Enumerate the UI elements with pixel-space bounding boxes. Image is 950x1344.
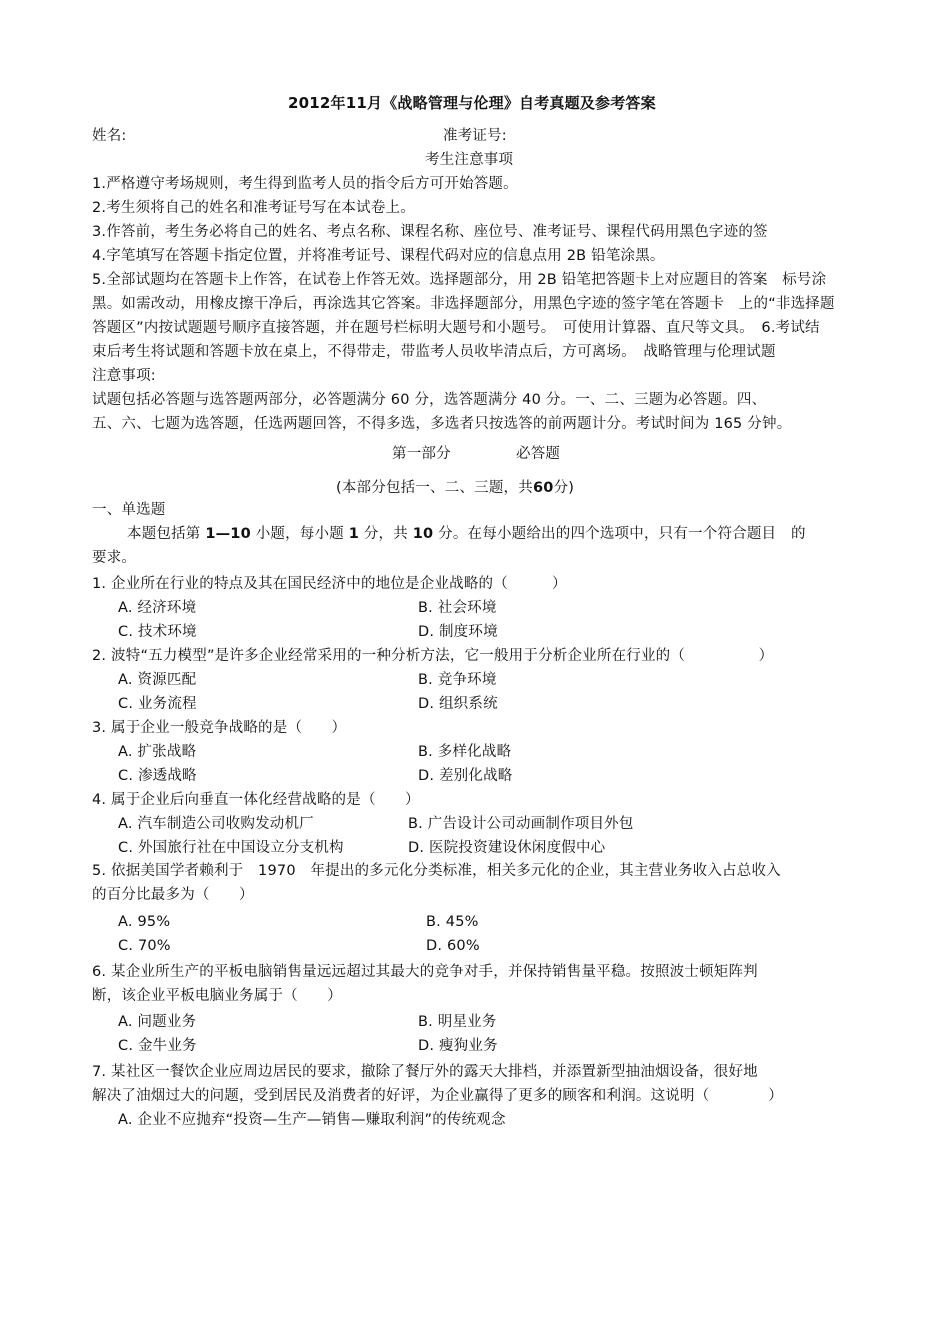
option-b: B. 多样化战略 bbox=[418, 744, 512, 760]
option-c: C. 业务流程 bbox=[118, 696, 197, 712]
notice-line: 3.作答前，考生务必将自己的姓名、考点名称、课程名称、座位号、准考证号、课程代码用黑色字迹的签 bbox=[92, 224, 768, 240]
option-d: D. 制度环境 bbox=[418, 624, 498, 640]
option-c: C. 渗透战略 bbox=[118, 768, 197, 784]
option-c: C. 技术环境 bbox=[118, 624, 197, 640]
part-scope-pre: (本部分包括一、二、三题，共 bbox=[336, 480, 533, 496]
option-d: D. 差别化战略 bbox=[418, 768, 513, 784]
notes-line: 试题包括必答题与选答题两部分，必答题满分 60 分，选答题满分 40 分。一、二、三题为必答题。四、 bbox=[92, 392, 767, 408]
question-text-cont: 解决了油烟过大的问题，受到居民及消费者的好评，为企业赢得了更多的顾客和利润。这说明（ ） bbox=[92, 1088, 783, 1104]
page-title: 2012年11月《战略管理与伦理》自考真题及参考答案 bbox=[288, 94, 656, 112]
option-a: A. 扩张战略 bbox=[118, 744, 197, 760]
instr-points: 1 bbox=[348, 526, 360, 542]
section-title: 一、单选题 bbox=[92, 502, 166, 518]
question-text: 5. 依据美国学者赖利于 1970 年提出的多元化分类标准，相关多元化的企业，其主营业务收入占总收入 bbox=[92, 863, 781, 879]
instr-range: 1—10 bbox=[205, 526, 251, 542]
option-a: A. 汽车制造公司收购发动机厂 bbox=[118, 816, 314, 832]
option-d: D. 60% bbox=[426, 938, 480, 954]
name-label: 姓名: bbox=[92, 128, 127, 144]
option-a: A. 资源匹配 bbox=[118, 672, 197, 688]
notice-line: 1.严格遵守考场规则，考生得到监考人员的指令后方可开始答题。 bbox=[92, 176, 518, 192]
option-c: C. 外国旅行社在中国设立分支机构 bbox=[118, 840, 344, 856]
question-text-cont: 断，该企业平板电脑业务属于（ ） bbox=[92, 988, 342, 1004]
option-a: A. 问题业务 bbox=[118, 1014, 197, 1030]
instr-text: 本题包括第 bbox=[127, 526, 201, 542]
option-d: D. 组织系统 bbox=[418, 696, 498, 712]
option-a: A. 95% bbox=[118, 914, 171, 930]
section-instructions bbox=[127, 524, 806, 544]
notice-line: 5.全部试题均在答题卡上作答，在试卷上作答无效。选择题部分，用 2B 铅笔把答题卡上对应题目的答案 标号涂 bbox=[92, 272, 827, 288]
option-c: C. 金牛业务 bbox=[118, 1038, 197, 1054]
question-text: 6. 某企业所生产的平板电脑销售量远远超过其最大的竞争对手，并保持销售量平稳。按照波士顿矩阵判 bbox=[92, 964, 758, 980]
option-b: B. 广告设计公司动画制作项目外包 bbox=[408, 816, 634, 832]
section-instructions-cont: 要求。 bbox=[92, 550, 137, 566]
part-scope bbox=[336, 478, 574, 498]
instr-total: 10 bbox=[412, 526, 434, 542]
option-c: C. 70% bbox=[118, 938, 171, 954]
notes-label: 注意事项: bbox=[92, 368, 156, 384]
notice-line: 答题区”内按试题题号顺序直接答题，并在题号栏标明大题号和小题号。 可使用计算器、直尺等文具。 6.考试结 bbox=[92, 320, 820, 336]
option-b: B. 45% bbox=[426, 914, 479, 930]
option-b: B. 竞争环境 bbox=[418, 672, 497, 688]
question-text: 3. 属于企业一般竞争战略的是（ ） bbox=[92, 720, 347, 736]
notice-heading: 考生注意事项 bbox=[425, 152, 514, 168]
part-label: 第一部分 bbox=[392, 446, 451, 462]
notice-line: 黑。如需改动，用橡皮擦干净后，再涂选其它答案。非选择题部分，用黑色字迹的签字笔在答题卡 上的“非选择题 bbox=[92, 296, 835, 312]
part-scope-post: 分) bbox=[553, 480, 575, 496]
question-text: 1. 企业所在行业的特点及其在国民经济中的地位是企业战略的（ ） bbox=[92, 576, 567, 592]
notice-line: 束后考生将试题和答题卡放在桌上，不得带走，带监考人员收毕清点后，方可离场。 战略管理与伦理试题 bbox=[92, 344, 776, 360]
option-b: B. 社会环境 bbox=[418, 600, 497, 616]
question-text: 2. 波特“五力模型”是许多企业经常采用的一种分析方法，它一般用于分析企业所在行业的（ ） bbox=[92, 648, 774, 664]
option-d: D. 瘦狗业务 bbox=[418, 1038, 498, 1054]
notice-line: 2.考生须将自己的姓名和准考证号写在本试卷上。 bbox=[92, 200, 415, 216]
notice-line: 4.字笔填写在答题卡指定位置，并将准考证号、课程代码对应的信息点用 2B 铅笔涂黑。 bbox=[92, 248, 665, 264]
part-scope-points: 60 bbox=[532, 480, 554, 496]
option-a: A. 企业不应抛弃“投资—生产—销售—赚取利润”的传统观念 bbox=[118, 1112, 506, 1128]
question-text: 4. 属于企业后向垂直一体化经营战略的是（ ） bbox=[92, 792, 420, 808]
question-text: 7. 某社区一餐饮企业应周边居民的要求，撤除了餐厅外的露天大排档，并添置新型抽油烟设备，很好地 bbox=[92, 1064, 758, 1080]
question-text-cont: 的百分比最多为（ ） bbox=[92, 887, 254, 903]
option-d: D. 医院投资建设休闲度假中心 bbox=[408, 840, 606, 856]
part-name: 必答题 bbox=[516, 446, 561, 462]
notes-line: 五、六、七题为选答题，任选两题回答，不得多选，多选者只按选答的前两题计分。考试时间为 165 分钟。 bbox=[92, 416, 792, 432]
option-a: A. 经济环境 bbox=[118, 600, 197, 616]
option-b: B. 明星业务 bbox=[418, 1014, 497, 1030]
instr-text: 分。在每小题给出的四个选项中，只有一个符合题目 的 bbox=[438, 526, 806, 542]
instr-text: 分，共 bbox=[363, 526, 408, 542]
exam-id-label: 准考证号: bbox=[443, 128, 507, 144]
instr-text: 小题，每小题 bbox=[255, 526, 344, 542]
